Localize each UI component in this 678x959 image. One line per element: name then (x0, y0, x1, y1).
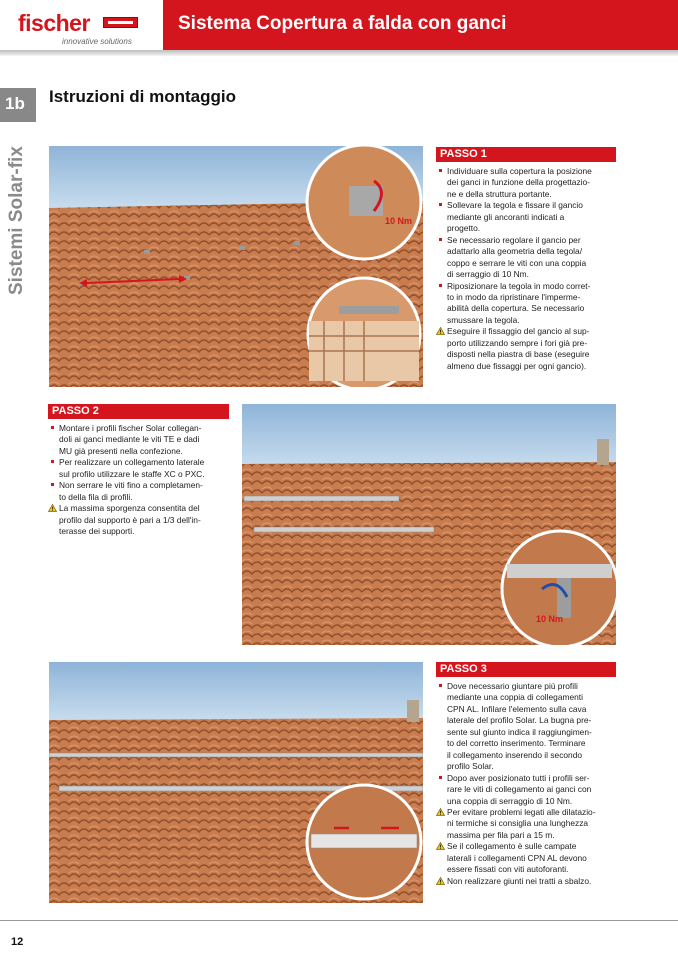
warning-icon (436, 842, 445, 850)
step3-box (436, 662, 616, 887)
step-line: Dopo aver posizionato tutti i profili ser- (436, 773, 616, 784)
step-line: porto utilizzando sempre i fori già pre- (447, 337, 588, 348)
torque-label: 10 Nm (536, 614, 564, 624)
step-line: mediante una coppia di collegamenti (447, 692, 583, 703)
step2-box (48, 404, 229, 538)
step1-detail-tile (308, 278, 420, 387)
step-line: MU già presenti nella confezione. (59, 445, 183, 456)
step2-title: PASSO 2 (48, 404, 229, 419)
step-line: Montare i profili fischer Solar collegan- (48, 423, 229, 434)
step1-detail-hook (307, 146, 421, 259)
step-line: una coppia di serraggio di 10 Nm. (447, 795, 573, 806)
section-tab: 1b (0, 88, 36, 122)
step-line: ne e della struttura portante. (447, 188, 552, 199)
header-title: Sistema Copertura a falda con ganci (163, 0, 678, 50)
step3-title: PASSO 3 (436, 662, 616, 677)
step-line: ni termiche si consiglia una lunghezza (447, 818, 589, 829)
torque-label: 10 Nm (385, 216, 413, 226)
step-line: Per realizzare un collegamento laterale (48, 457, 229, 468)
header-shadow (0, 50, 678, 56)
step-line: doli ai ganci mediante le viti TE e dadi (59, 434, 200, 445)
step-line: abilità della copertura. Se necessario (447, 303, 585, 314)
fischer-logo (18, 10, 143, 50)
step3-detail-joint (307, 785, 421, 899)
step3-photo (49, 662, 423, 903)
step-line: sul profilo utilizzare le staffe XC o PXC. (59, 468, 205, 479)
step-line: laterali i collegamenti CPN AL devono (447, 852, 587, 863)
warning-icon (436, 808, 445, 816)
step-line: terasse dei supporti. (59, 526, 135, 537)
step-line: to in modo da ripristinare l'imperme- (447, 291, 581, 302)
warning-icon (48, 504, 57, 512)
step-line: Se il collegamento è sulle campate (436, 841, 616, 852)
step-line: Se necessario regolare il gancio per (436, 235, 616, 246)
step-line: disposti nella piastra di base (eseguire (447, 349, 590, 360)
step-line: Non realizzare giunti nei tratti a sbalzo. (436, 876, 616, 887)
step-line: almeno due fissaggi per ogni gancio). (447, 360, 587, 371)
step-line: profilo Solar. (447, 761, 494, 772)
step-line: dei ganci in funzione della progettazio- (447, 177, 590, 188)
step-line: di serraggio di 10 Nm. (447, 269, 529, 280)
step-line: Eseguire il fissaggio del gancio al sup- (436, 326, 616, 337)
step-line: Sollevare la tegola e fissare il gancio (436, 200, 616, 211)
step3-list (436, 681, 616, 887)
step-line: sente sul giunto indica il raggiungimen- (447, 726, 592, 737)
step-line: laterale del profilo Solar. La bugna pre- (447, 715, 592, 726)
step-line: CPN AL. Infilare l'elemento sulla cava (447, 703, 587, 714)
step-line: profilo dal supporto è pari a 1/3 dell'in- (59, 514, 201, 525)
brand-tagline: innovative solutions (62, 37, 132, 46)
step2-photo (242, 404, 616, 645)
step-line: adattarlo alla geometria della tegola/ (447, 246, 583, 257)
footer-divider (0, 920, 678, 921)
step-line: smussare la tegola. (447, 314, 520, 325)
step1-list (436, 166, 616, 372)
logo-badge-icon (103, 17, 138, 28)
step-line: essere fissati con viti autoforanti. (447, 864, 569, 875)
step-line: Non serrare le viti fino a completamen- (48, 480, 229, 491)
step1-title: PASSO 1 (436, 147, 616, 162)
step-line: Dove necessario giuntare più profili (436, 681, 616, 692)
page-header (0, 0, 678, 54)
step-line: massima per fila pari a 15 m. (447, 829, 555, 840)
step-line: Per evitare problemi legati alle dilatazio- (436, 807, 616, 818)
step2-detail-hook (502, 531, 616, 645)
step-line: La massima sporgenza consentita del (48, 503, 229, 514)
step-line: il collegamento inserendo il secondo (447, 749, 583, 760)
step-line: rare le viti di collegamento ai ganci con (447, 784, 592, 795)
step-line: mediante gli ancoranti indicati a (447, 211, 565, 222)
step-line: to del corretto inserimento. Terminare (447, 738, 586, 749)
page-number: 12 (11, 936, 24, 948)
step2-list (48, 423, 229, 538)
page-title: Istruzioni di montaggio (49, 87, 236, 106)
step-line: to della fila di profili. (59, 491, 133, 502)
step-line: progetto. (447, 223, 481, 234)
step-line: coppo e serrare le viti con una coppia (447, 257, 587, 268)
section-side-label: Sistemi Solar-fix (6, 146, 27, 295)
step1-box (436, 147, 616, 372)
step-line: Riposizionare la tegola in modo corret- (436, 281, 616, 292)
warning-icon (436, 327, 445, 335)
brand-name: fischer (18, 10, 90, 36)
step1-photo (49, 146, 423, 387)
step-line: Individuare sulla copertura la posizione (436, 166, 616, 177)
warning-icon (436, 877, 445, 885)
